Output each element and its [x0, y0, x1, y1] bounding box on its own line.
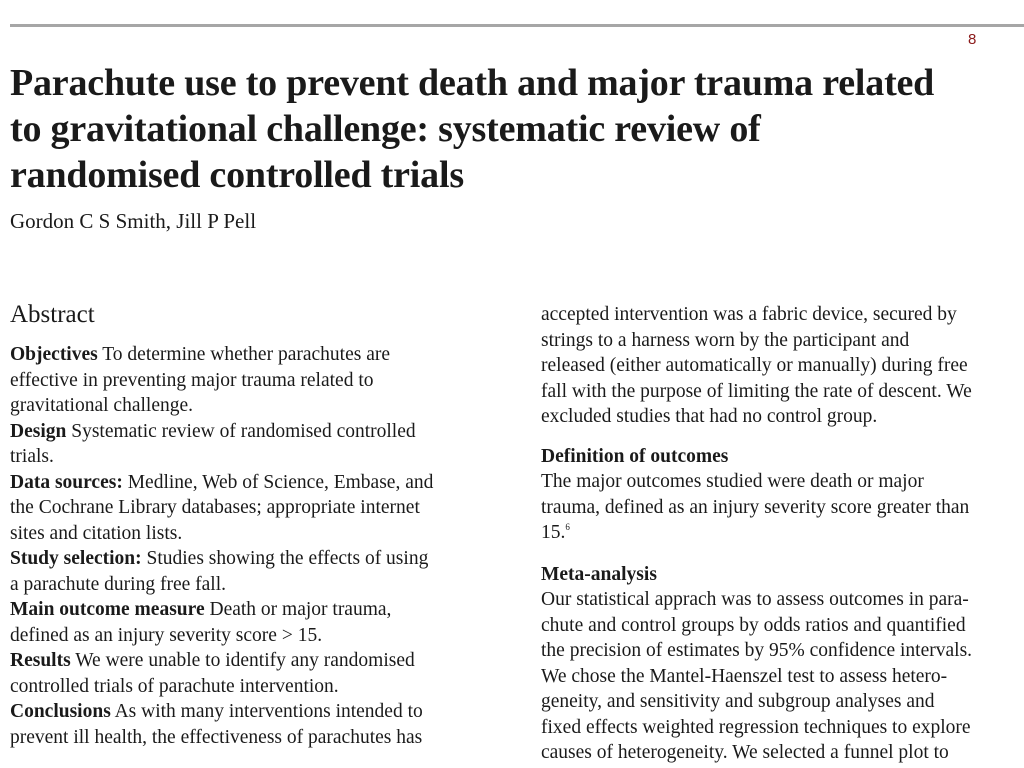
body-line: 15. [541, 522, 566, 543]
body-line: fall with the purpose of limiting the rate of descent. We [541, 380, 972, 402]
body-line: The major outcomes studied were death or major [541, 471, 924, 492]
body-line: the precision of estimates by 95% confidence intervals. [541, 640, 973, 661]
abstract-text: Systematic review of randomised controlled [66, 420, 416, 442]
abstract-column [10, 300, 510, 750]
body-line: causes of heterogeneity. We selected a funnel plot to [541, 742, 949, 763]
abstract-text: defined as an injury severity score > 15. [10, 624, 323, 646]
authors: Gordon C S Smith, Jill P Pell [10, 209, 257, 233]
abstract-study-selection [10, 546, 510, 597]
page-number: 8 [968, 31, 977, 48]
title-line: to gravitational challenge: systematic review of [10, 108, 761, 150]
abstract-text: prevent ill health, the effectiveness of parachutes has [10, 726, 423, 748]
header-rule [10, 24, 1024, 27]
abstract-text: gravitational challenge. [10, 395, 194, 416]
section-heading-outcomes: Definition of outcomes [541, 445, 729, 467]
abstract-data-sources [10, 470, 510, 547]
meta-analysis-paragraph [541, 587, 1024, 766]
abstract-label: Objectives [10, 344, 98, 365]
abstract-text: Medline, Web of Science, Embase, and [122, 471, 434, 493]
abstract-label: Results [10, 650, 71, 671]
body-line: We chose the Mantel-Haenszel test to assess hetero- [541, 665, 948, 687]
abstract-label: Main outcome measure [10, 599, 205, 620]
abstract-text: effective in preventing major trauma related to [10, 369, 374, 391]
abstract-text: As with many interventions intended to [110, 701, 423, 722]
section-heading-meta-analysis: Meta-analysis [541, 563, 657, 585]
abstract-main-outcome [10, 597, 510, 648]
body-column [541, 302, 1024, 766]
body-line: Our statistical apprach was to assess outcomes in para- [541, 589, 969, 610]
body-line: released (either automatically or manually) during free [541, 355, 968, 376]
abstract-label: Design [10, 420, 67, 442]
outcomes-paragraph [541, 469, 1024, 546]
abstract-text: We were unable to identify any randomised [70, 650, 415, 671]
reference-superscript: 6 [565, 522, 570, 532]
title-line: randomised controlled trials [10, 154, 464, 196]
abstract-conclusions [10, 699, 510, 750]
abstract-text: sites and citation lists. [10, 522, 183, 544]
body-line: accepted intervention was a fabric device, secured by [541, 304, 957, 325]
abstract-text: the Cochrane Library databases; appropriate internet [10, 497, 420, 518]
intro-paragraph [541, 302, 1024, 430]
abstract-label: Study selection: [10, 548, 142, 569]
abstract-label: Data sources: [10, 471, 123, 493]
abstract-heading: Abstract [10, 301, 95, 328]
body-line: strings to a harness worn by the participant and [541, 329, 910, 351]
body-line: trauma, defined as an injury severity score greater than [541, 496, 970, 518]
title-line: Parachute use to prevent death and major trauma related [10, 62, 935, 104]
abstract-list [10, 342, 510, 750]
body-line: geneity, and sensitivity and subgroup analyses and [541, 691, 935, 712]
body-line: chute and control groups by odds ratios and quantified [541, 614, 966, 636]
abstract-label: Conclusions [10, 701, 111, 722]
abstract-text: To determine whether parachutes are [97, 344, 390, 365]
body-line: excluded studies that had no control group. [541, 406, 878, 427]
abstract-text: controlled trials of parachute intervention. [10, 675, 339, 697]
abstract-objectives [10, 342, 510, 419]
abstract-text: Death or major trauma, [204, 599, 392, 620]
body-line: fixed effects weighted regression techniques to explore [541, 716, 971, 738]
abstract-text: a parachute during free fall. [10, 573, 227, 595]
abstract-results [10, 648, 510, 699]
paper-title [10, 60, 1024, 198]
abstract-design [10, 419, 510, 470]
abstract-text: Studies showing the effects of using [141, 548, 429, 569]
abstract-text: trials. [10, 446, 54, 467]
